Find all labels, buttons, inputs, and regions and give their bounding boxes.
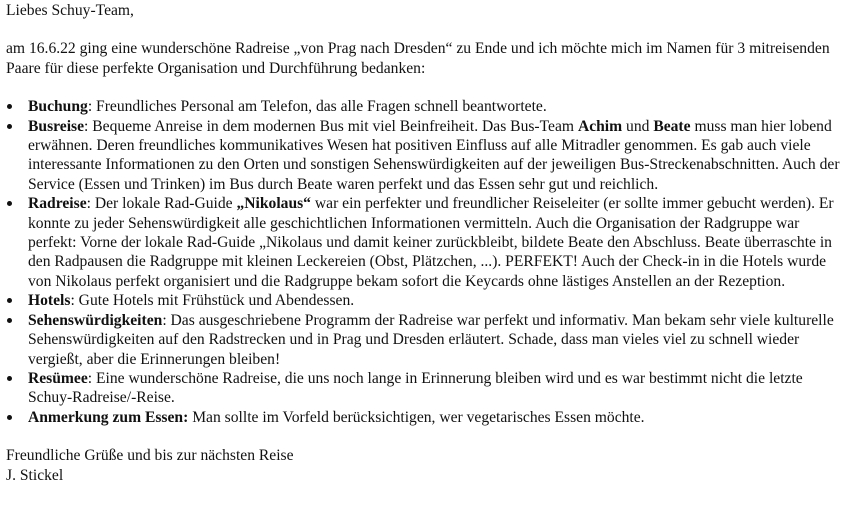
item-text: Man sollte im Vorfeld berücksichtigen, wer vegetarisches Essen möchte.: [188, 408, 645, 426]
item-term: Sehenswürdigkeiten: [28, 311, 163, 329]
item-term: Buchung: [28, 98, 88, 116]
item-term: Radreise: [28, 195, 87, 213]
bullet-icon: [7, 201, 12, 206]
list-item-sehenswuerdigkeiten: [6, 311, 842, 369]
item-term: Resümee: [28, 369, 88, 387]
item-term: Anmerkung zum Essen:: [28, 408, 189, 426]
spacer: [6, 427, 842, 446]
list-item-resuemee: [6, 369, 842, 408]
bullet-icon: [7, 298, 12, 303]
signature: J. Stickel: [6, 466, 64, 484]
bullet-icon: [7, 415, 12, 420]
item-text: muss man hier lobend erwähnen. Deren freundliches kommunikatives Wesen hat positiven Einfluss auf alle Mitradler genommen. Es gab auch viele interessante Informationen zu den Orten und sonstigen Sehenswürdigkeiten auf der jeweiligen Bus-Streckenabschnitten. Auch der Service (Essen und Trinken) im Bus durch Beate waren perfekt und das Essen sehr gut und reichlich.: [28, 117, 840, 193]
bullet-icon: [7, 124, 12, 129]
intro-paragraph: am 16.6.22 ging eine wunderschöne Radreise „von Prag nach Dresden“ zu Ende und ich möchte mich im Namen für 3 mitreisenden Paare für diese perfekte Organisation und Durchführung bedanken:: [6, 40, 830, 77]
list-item-anmerkung: [6, 408, 842, 427]
item-text: : Gute Hotels mit Frühstück und Abendessen.: [70, 292, 355, 310]
item-term: Busreise: [28, 117, 85, 135]
closing-line: Freundliche Grüße und bis zur nächsten Reise: [6, 447, 294, 465]
feedback-list: [6, 97, 842, 427]
guide-name: „Nikolaus“: [236, 195, 311, 213]
bullet-icon: [7, 318, 12, 323]
item-text: : Eine wunderschöne Radreise, die uns noch lange in Erinnerung bleiben wird und es war bestimmt nicht die letzte Schuy-Radreise/-Reise.: [28, 369, 803, 407]
list-item-busreise: [6, 117, 842, 195]
list-item-buchung: [6, 97, 842, 116]
item-text: war ein perfekter und freundlicher Reiseleiter (er sollte immer gebucht werden). Er konnte zu jeder Sehenswürdigkeit alle geschichtlichen Informationen vermitteln. Auch die Organisation der Radgruppe war perfekt: Vorne der lokale Rad-Guide „Nikolaus und damit keiner zurückbleibt, bildete Beate den Abschluss. Beate überraschte in den Radpausen die Radgruppe mit kleinen Leckereien (Obst, Plätzchen, ...). PERFEKT! Auch der Check-in in die Hotels wurde von Nikolaus perfekt organisiert und die Radgruppe bekam sofort die Keycards ohne lästiges Anstellen an der Rezeption.: [28, 195, 834, 290]
item-term: Hotels: [28, 292, 71, 310]
item-text: : Bequeme Anreise in dem modernen Bus mit viel Beinfreiheit. Das Bus-Team: [84, 117, 578, 135]
bullet-icon: [7, 104, 12, 109]
greeting: Liebes Schuy-Team,: [6, 2, 134, 19]
driver-name: Achim: [577, 117, 623, 135]
list-item-radreise: [6, 194, 842, 291]
list-item-hotels: [6, 291, 842, 310]
item-text: : Das ausgeschriebene Programm der Radreise war perfekt und informativ. Man bekam sehr viele kulturelle Sehenswürdigkeiten auf den Radstrecken und in Prag und Dresden erläutert. Schade, dass man vieles viel zu schnell wieder vergießt, aber die Erinnerungen bleiben!: [28, 311, 834, 368]
spacer: [6, 20, 842, 39]
item-text: und: [622, 117, 654, 135]
item-text: : Freundliches Personal am Telefon, das alle Fragen schnell beantwortete.: [87, 98, 547, 116]
item-text: : Der lokale Rad-Guide: [86, 195, 237, 213]
spacer: [6, 78, 842, 97]
driver-name: Beate: [653, 117, 691, 135]
letter-document: [6, 1, 842, 485]
bullet-icon: [7, 376, 12, 381]
